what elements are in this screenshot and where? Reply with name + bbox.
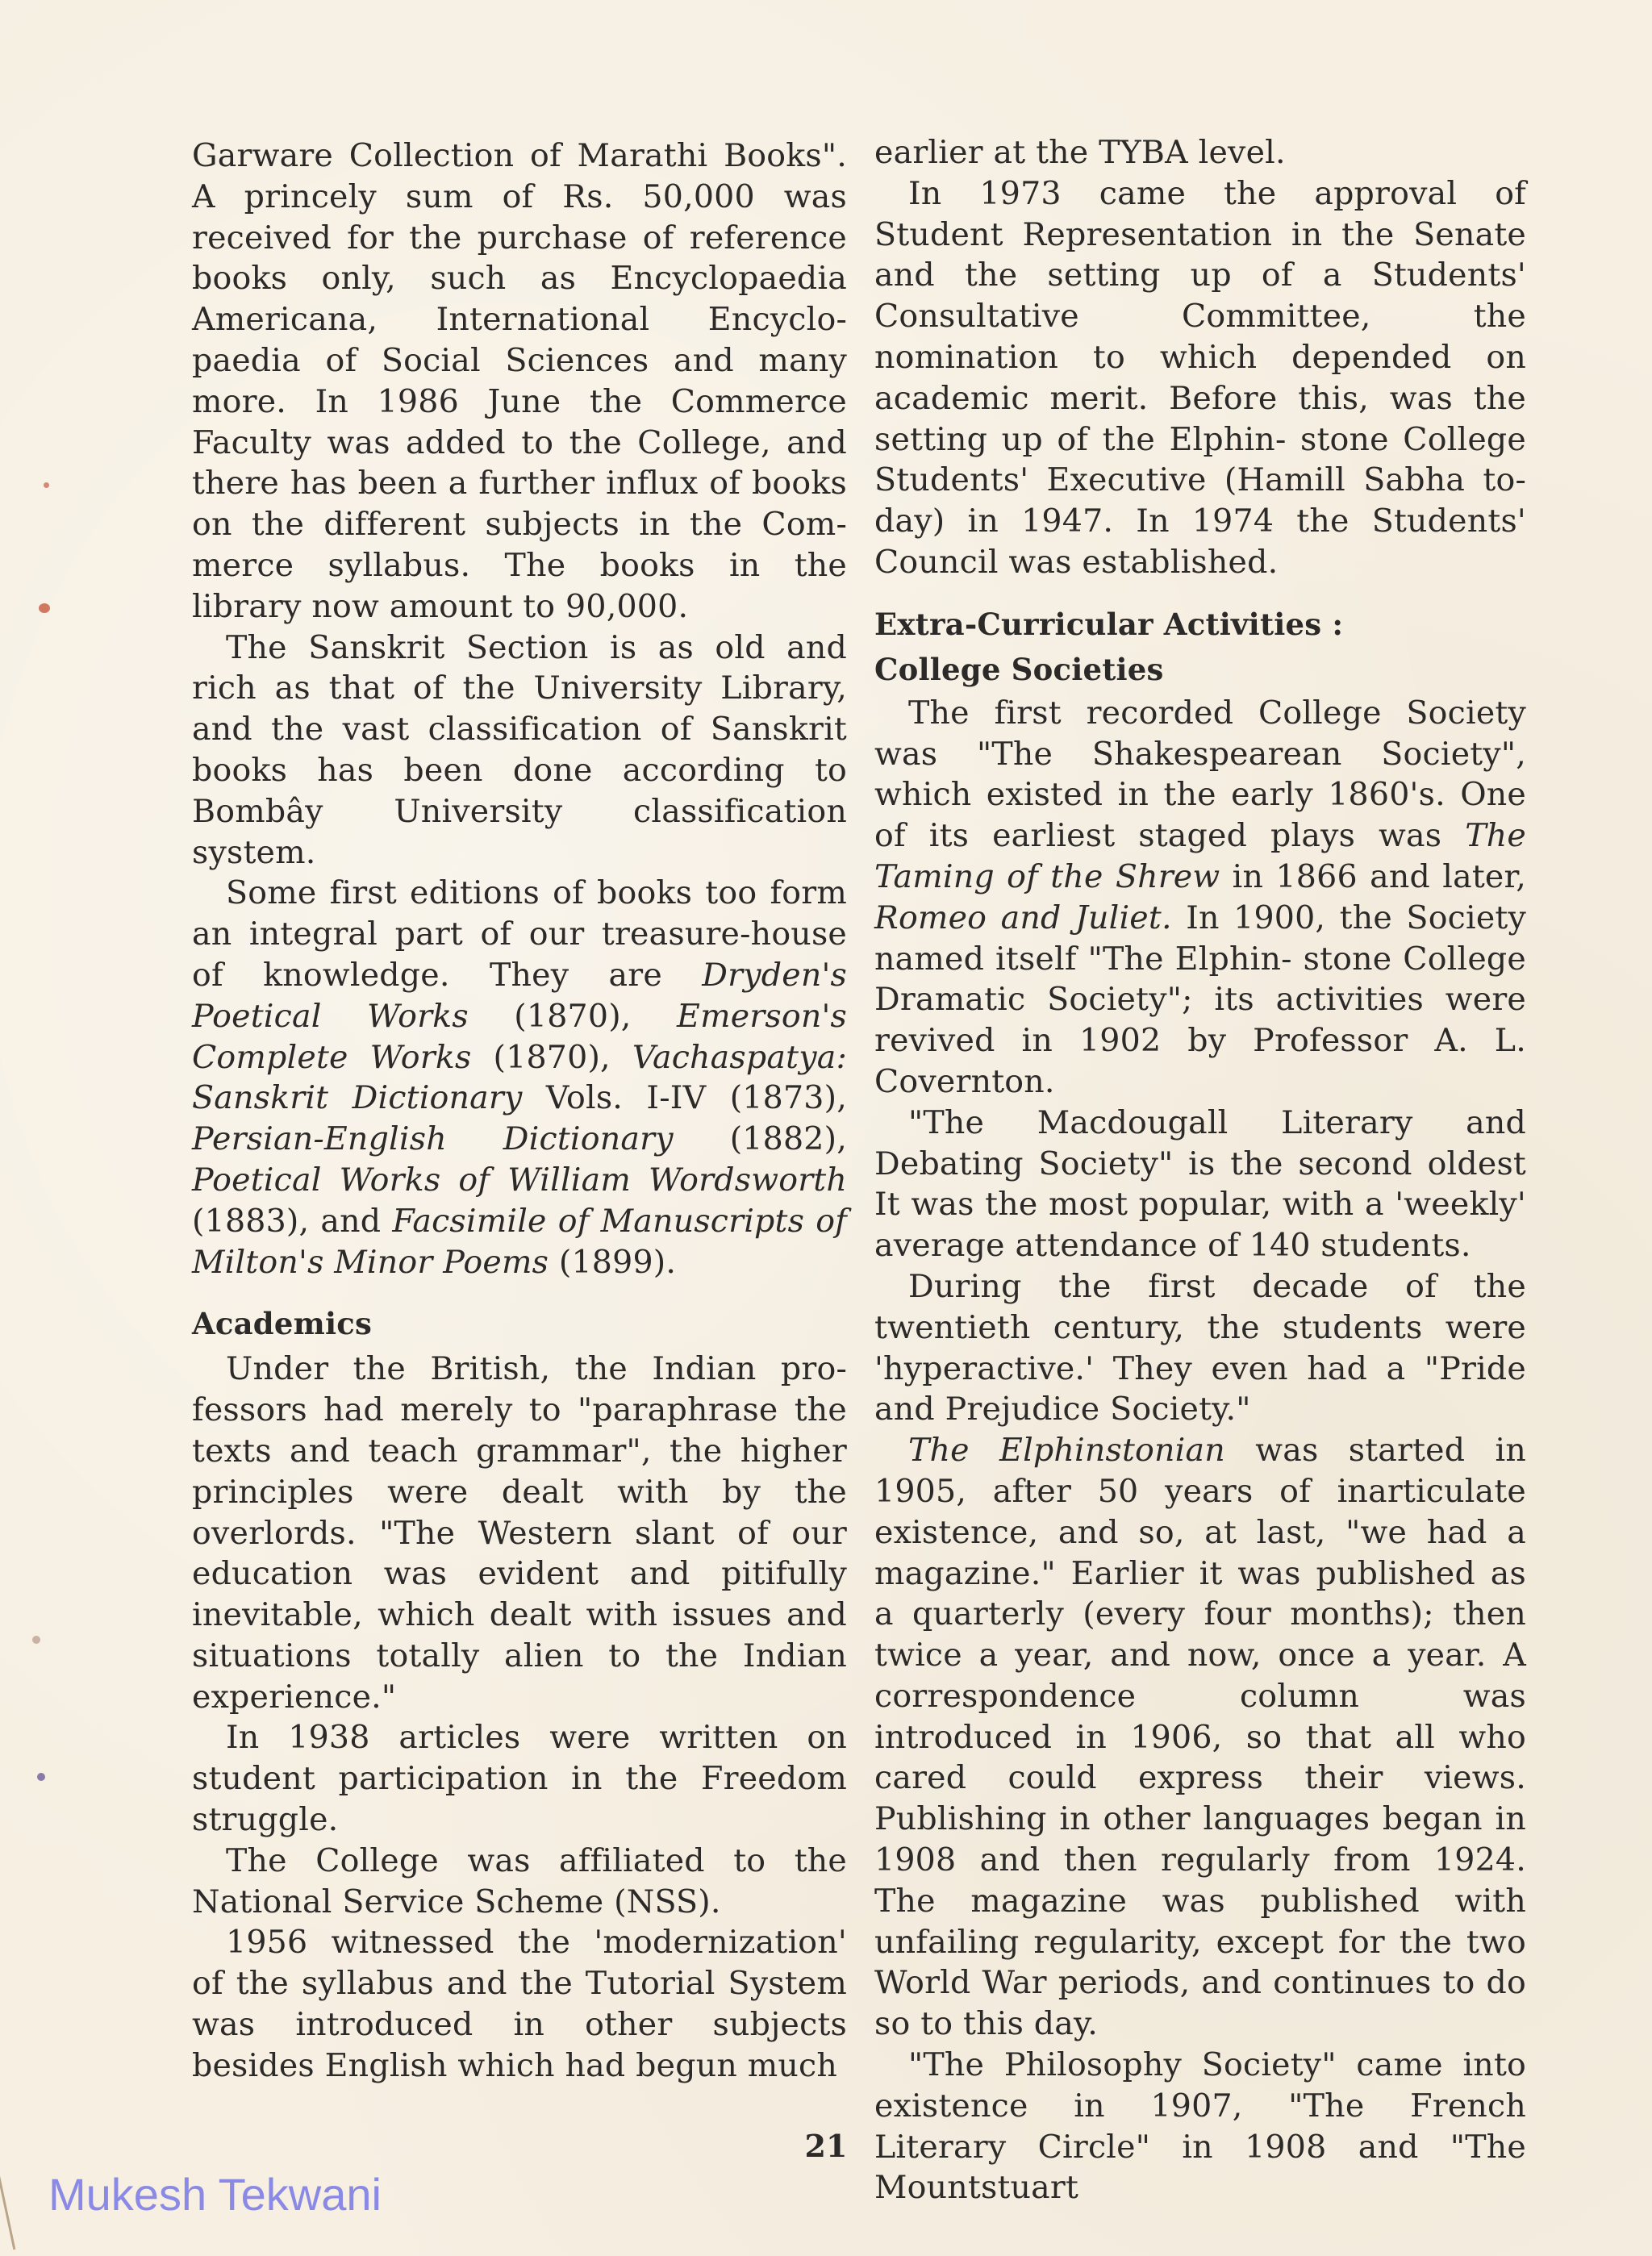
paragraph-1938-articles: In 1938 articles were written on student participation in the Freedom struggle. [192,1719,847,1839]
paragraph-student-representation: In 1973 came the approval of Student Representation in the Senate and the setting up of a Students' Consultative Committee, the nomination to which depended on academic merit. Before this, was the setting up of the Elphin- stone College Students' Executive (Hamill Sabha to-day) in 1947. In 1974 the Students' Council was established. [874,174,1526,581]
play-title: Romeo and Juliet. [874,899,1172,936]
text-span: (1870), [471,1038,632,1076]
paragraph-library-collection: Garware Collection of Marathi Books". A princely sum of Rs. 50,000 was received for the purchase of reference books only, such as Encyclopaedia Americana, International Encyclo- paedia of Social Sciences and many more. In 1986 June the Commerce Faculty was added to the College, and there has been a further influx of books on the different subjects in the Com- merce syllabus. The books in the library now amount to 90,000. [192,137,847,625]
page-number: 21 [804,2128,848,2164]
text-span: (1883), and [192,1202,393,1240]
watermark-text: Mukesh Tekwani [48,2169,382,2220]
paragraph-1956-modernization: 1956 witnessed the 'modernization' of the syllabus and the Tutorial System was introduced in other subjects besides English which had begun much [192,1924,847,2084]
paragraph-macdougall-society: "The Macdougall Literary and Debating Society" is the second oldest It was the most popular, with a 'weekly' average attendance of 140 students. [874,1103,1526,1265]
paragraph-shakespearean-society [874,693,1526,1103]
book-title: Facsimile of Manuscripts of Milton's Minor Poems [192,1202,847,1281]
page-edge-mark [0,2171,15,2250]
text-span: Some first editions of books too form an integral part of our treasure-house of knowledge. They are [192,874,847,994]
right-column [874,132,1526,2208]
paragraph-philosophy-society: "The Philosophy Society" came into existence in 1907, "The French Literary Circle" in 1908 and "The Mountstuart [874,2046,1526,2207]
paragraph-nss: The College was affiliated to the National Service Scheme (NSS). [192,1841,847,1920]
heading-college-societies: College Societies [874,651,1164,687]
text-span: (1870), [468,997,678,1035]
text-span: in 1866 and later, [1220,857,1526,895]
margin-speck [44,482,49,488]
book-title: Poetical Works of William Wordsworth [192,1161,847,1199]
paragraph-twentieth-century: During the first decade of the twentieth century, the students were 'hyperactive.' They even had a "Pride and Prejudice Society." [874,1267,1526,1428]
text-span: (1899). [549,1243,677,1281]
book-title: Vachaspatya: Sanskrit Dictionary [192,1038,847,1117]
magazine-title: The Elphinstonian [908,1432,1225,1470]
text-span: Vols. I-IV (1873), [522,1079,847,1117]
book-title: Persian-English Dictionary [192,1120,674,1158]
paragraph-sanskrit-section: The Sanskrit Section is as old and rich as that of the University Library, and the vast classification of Sanskrit books has been done according to Bombây University classification system. [192,628,847,871]
text-span: (1882), [673,1120,847,1158]
heading-academics: Academics [192,1306,372,1342]
book-title: Dryden's Poetical Works [192,956,847,1035]
margin-speck [32,1636,40,1644]
paragraph-tyba: earlier at the TYBA level. [874,134,1286,171]
paragraph-elphinstonian [874,1430,1526,2045]
margin-speck [39,603,50,613]
paragraph-first-editions [192,873,847,1282]
heading-extra-curricular: Extra-Curricular Activities : [874,606,1344,642]
play-title: The Taming of the Shrew [874,817,1526,895]
margin-speck [37,1773,45,1781]
text-span: was started in 1905, after 50 years of inarticulate existence, and so, at last, "we had a magazine." Earlier it was published as a quarterly (every four months); then twice a year, and now, once a year. A correspondence column was introduced in 1906, so that all who cared could express their views. Publishing in other languages began in 1908 and then regularly from 1924. The magazine was published with unfailing regularity, except for the two World War periods, and continues to do so to this day. [874,1432,1526,2043]
text-span: The first recorded College Society was "The Shakespearean Society", which existed in the early 1860's. One of its earliest staged plays was [874,694,1526,855]
paragraph-british-professors: Under the British, the Indian pro- fessors had merely to "paraphrase the texts and teach grammar", the higher principles were dealt with by the overlords. "The Western slant of our education was evident and pitifully inevitable, which dealt with issues and situations totally alien to the Indian experience." [192,1350,847,1716]
text-span: In 1900, the Society named itself "The Elphin- stone College Dramatic Society"; its activities were revived in 1902 by Professor A. L. Covernton. [874,899,1526,1100]
left-column [192,136,847,2087]
book-title: Emerson's Complete Works [192,997,847,1076]
